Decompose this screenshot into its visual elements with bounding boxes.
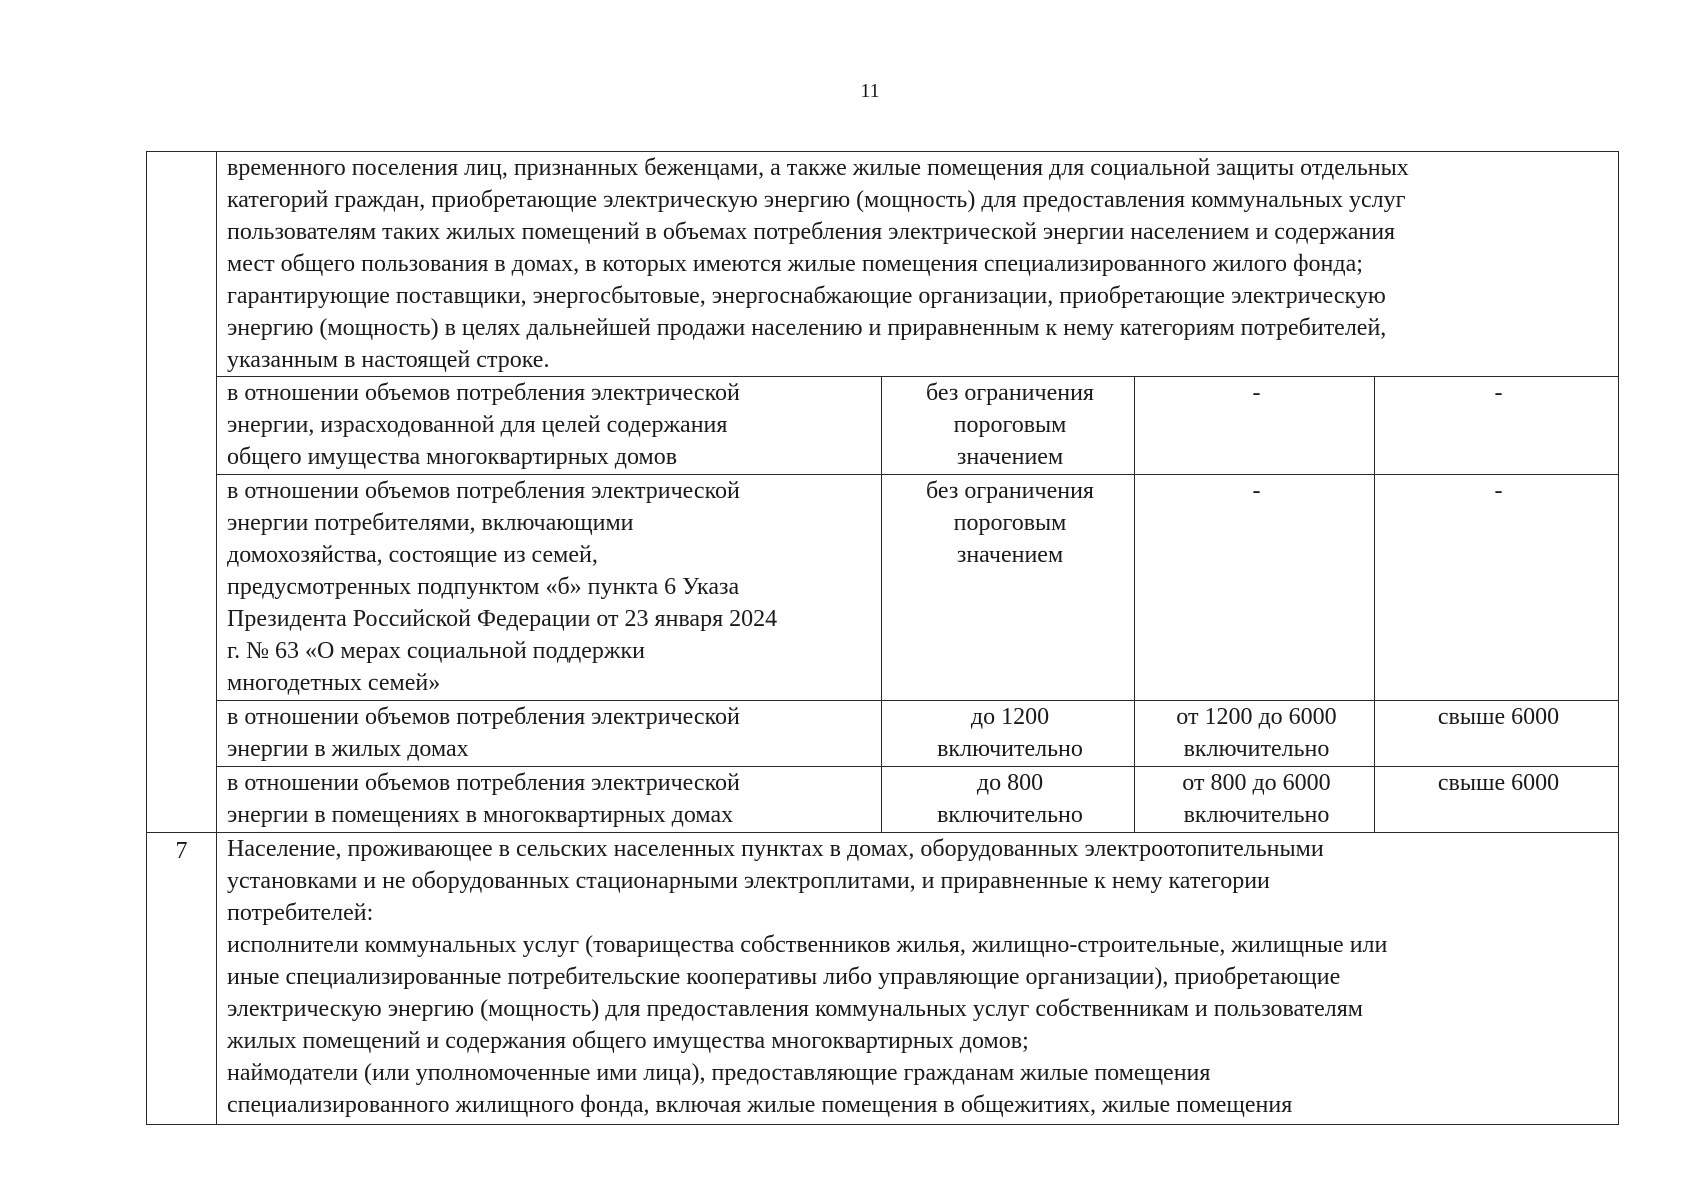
subrow-description: в отношении объемов потребления электрической энергии в жилых домах	[217, 701, 882, 767]
threshold-mid: -	[1135, 377, 1375, 475]
category-description	[217, 833, 1619, 1125]
table-row	[147, 377, 1619, 475]
table-row	[147, 701, 1619, 767]
category-text: Население, проживающее в сельских населенных пунктах в домах, оборудованных электроотопительными установками и не оборудованных стационарными электроплитами, и приравненные к нему категории потребителей: исполнители коммунальных услуг (товарищества собственников жилья, жилищно-строительные, жилищные или иные специализированные потребительские кооперативы либо управляющие организации), приобретающие электрическую энергию (мощность) для предоставления коммунальных услуг собственникам и пользователям жилых помещений и содержания общего имущества многоквартирных домов; наймодатели (или уполномоченные ими лица), предоставляющие гражданам жилые помещения специализированного жилищного фонда, включая жилые помещения в общежитиях, жилые помещения	[227, 836, 1388, 1118]
category-text: временного поселения лиц, признанных беженцами, а также жилые помещения для социальной защиты отдельных категорий граждан, приобретающие электрическую энергию (мощность) для предоставления коммунальных услуг пользователям таких жилых помещений в объемах потребления электрической энергии населением и содержания мест общего пользования в домах, в которых имеются жилые помещения специализированного жилого фонда; гарантирующие поставщики, энергосбытовые, энергоснабжающие организации, приобретающие электрическую энергию (мощность) в целях дальнейшей продажи населению и приравненным к нему категориям потребителей, указанным в настоящей строке.	[227, 155, 1409, 373]
threshold-mid: от 1200 до 6000 включительно	[1135, 701, 1375, 767]
table-row	[147, 767, 1619, 833]
threshold-high: -	[1375, 475, 1619, 701]
row-number	[147, 152, 216, 154]
table-row	[147, 475, 1619, 701]
row-number-cell	[147, 152, 217, 833]
threshold-mid: -	[1135, 475, 1375, 701]
table-row-continuation	[147, 152, 1619, 377]
threshold-low: без ограничения пороговым значением	[882, 475, 1135, 701]
threshold-high: свыше 6000	[1375, 701, 1619, 767]
threshold-high: свыше 6000	[1375, 767, 1619, 833]
threshold-low: до 1200 включительно	[882, 701, 1135, 767]
row-number-cell	[147, 833, 217, 1125]
threshold-mid: от 800 до 6000 включительно	[1135, 767, 1375, 833]
threshold-low: без ограничения пороговым значением	[882, 377, 1135, 475]
category-description	[217, 152, 1619, 377]
page-number: 11	[860, 80, 880, 102]
subrow-description: в отношении объемов потребления электрической энергии потребителями, включающими домохозяйства, состоящие из семей, предусмотренных подпунктом «б» пункта 6 Указа Президента Российской Федерации от 23 января 2024 г. № 63 «О мерах социальной поддержки многодетных семей»	[217, 475, 882, 701]
tariff-table	[146, 151, 1619, 1125]
table-row-7	[147, 833, 1619, 1125]
threshold-low: до 800 включительно	[882, 767, 1135, 833]
threshold-high: -	[1375, 377, 1619, 475]
subrow-description: в отношении объемов потребления электрической энергии в помещениях в многоквартирных домах	[217, 767, 882, 833]
row-number: 7	[175, 838, 188, 864]
subrow-description: в отношении объемов потребления электрической энергии, израсходованной для целей содержания общего имущества многоквартирных домов	[217, 377, 882, 475]
